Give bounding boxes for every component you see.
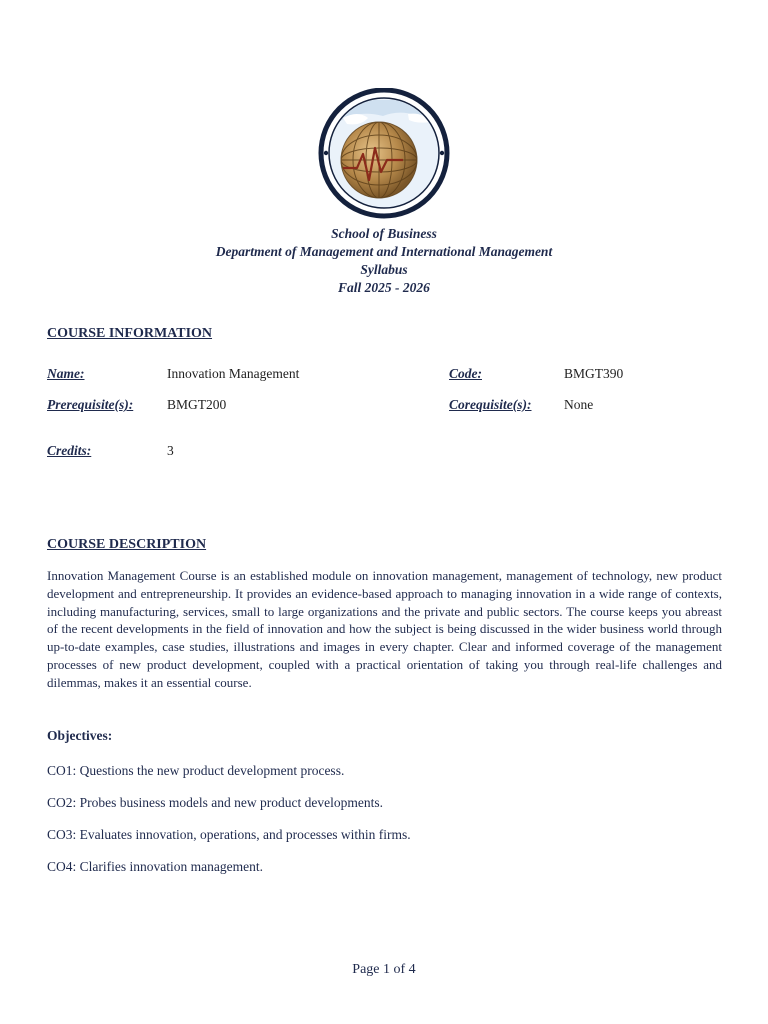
- objectives-heading: Objectives:: [47, 728, 113, 743]
- objective-item: CO2: Probes business models and new product developments.: [47, 795, 383, 810]
- code-label: Code:: [449, 366, 482, 381]
- objective-item: CO1: Questions the new product development process.: [47, 763, 345, 778]
- school-logo: [313, 88, 455, 220]
- course-information-heading: COURSE INFORMATION: [47, 326, 213, 341]
- credits-value: 3: [167, 443, 174, 458]
- page-number: Page 1 of 4: [352, 962, 416, 977]
- course-description-text: Innovation Management Course is an established module on innovation management, management of technology, new product development and entrepreneurship. It provides an evidence-based approach to managing innovation in a wide range of contexts, including manufacturing, services, small to large organizations and the private and public sectors. The course keeps you abreast of the recent developments in the field of innovation and how the subject is being discussed in the wider business world through up-to-date examples, case studies, illustrations and images in every chapter. Clear and informed coverage of the management processes of new product development, coupled with a practical orientation of taking you through real-life challenges and dilemmas, makes it an essential course.: [47, 568, 722, 690]
- credits-label: Credits:: [47, 443, 92, 458]
- name-value: Innovation Management: [167, 366, 300, 381]
- globe-seal-logo-icon: [313, 88, 455, 220]
- term: Fall 2025 - 2026: [338, 280, 430, 295]
- code-value: BMGT390: [564, 366, 624, 381]
- corequisite-value: None: [564, 397, 594, 412]
- school-name: School of Business: [331, 226, 437, 241]
- prerequisite-value: BMGT200: [167, 397, 227, 412]
- corequisite-label: Corequisite(s):: [449, 397, 532, 412]
- document-header: [0, 225, 768, 297]
- prerequisite-label: Prerequisite(s):: [47, 397, 134, 412]
- document-type: Syllabus: [360, 262, 408, 277]
- name-label: Name:: [47, 366, 85, 381]
- department-name: Department of Management and International Management: [215, 244, 553, 259]
- objective-item: CO3: Evaluates innovation, operations, and processes within firms.: [47, 827, 411, 842]
- course-description-heading: COURSE DESCRIPTION: [47, 537, 207, 552]
- objective-item: CO4: Clarifies innovation management.: [47, 859, 263, 874]
